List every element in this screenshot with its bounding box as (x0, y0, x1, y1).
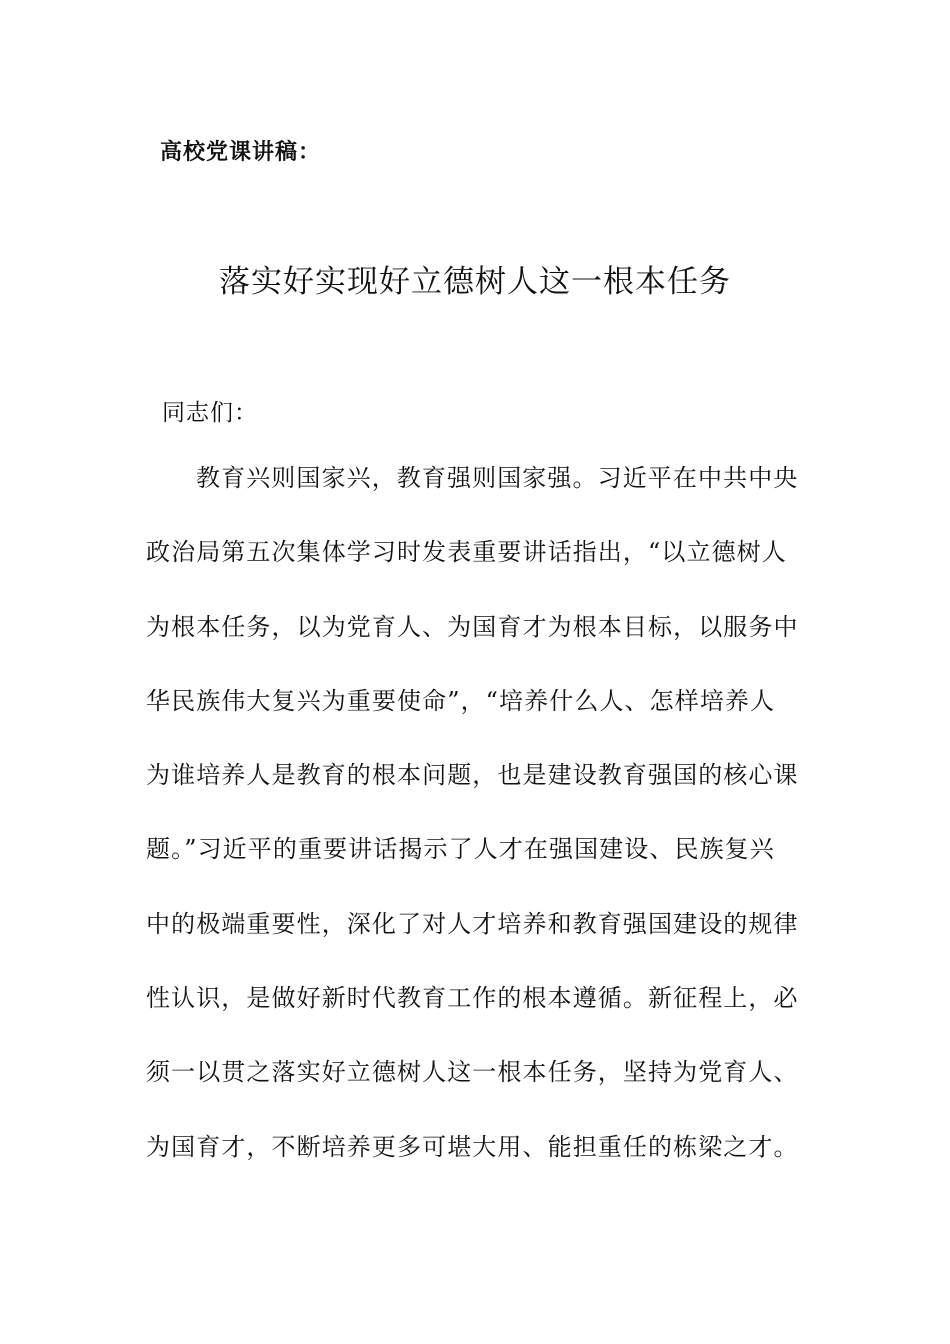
body-line: 中的极端重要性，深化了对人才培养和教育强国建设的规律 (146, 909, 799, 938)
document-label: 高校党课讲稿： (160, 139, 322, 165)
body-line: 政治局第五次集体学习时发表重要讲话指出，“以立德树人 (146, 538, 787, 567)
body-line: 性认识，是做好新时代教育工作的根本遵循。新征程上，必 (146, 984, 799, 1013)
body-line: 须一以贯之落实好立德树人这一根本任务，坚持为党育人、 (146, 1058, 799, 1087)
body-line: 为根本任务，以为党育人、为国育才为根本目标，以服务中 (146, 612, 799, 641)
body-line: 华民族伟大复兴为重要使命”，“培养什么人、怎样培养人 (146, 686, 776, 715)
document-title: 落实好实现好立德树人这一根本任务 (219, 264, 731, 300)
body-line: 题。”习近平的重要讲话揭示了人才在强国建设、民族复兴 (146, 835, 775, 864)
body-line: 为国育才，不断培养更多可堪大用、能担重任的栋梁之才。 (146, 1132, 799, 1161)
salutation: 同志们： (162, 400, 258, 426)
body-line: 为谁培养人是教育的根本问题，也是建设教育强国的核心课 (146, 761, 799, 790)
body-line: 教育兴则国家兴，教育强则国家强。习近平在中共中央 (196, 464, 799, 492)
body-paragraph (146, 458, 816, 1201)
